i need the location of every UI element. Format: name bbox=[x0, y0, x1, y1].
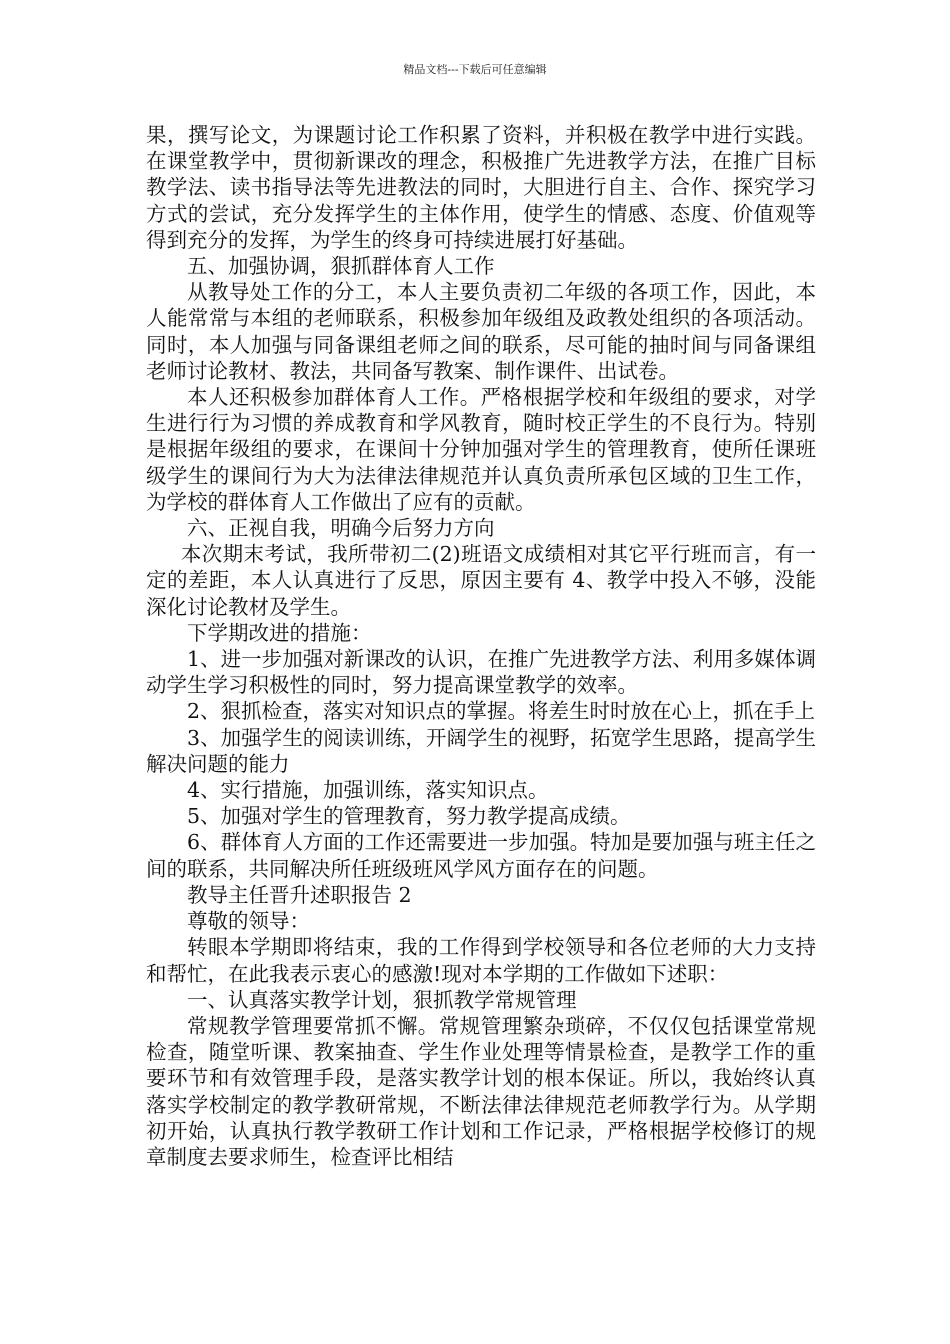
list-item: 5、加强对学生的管理教育，努力教学提高成绩。 bbox=[187, 804, 631, 829]
section-heading-1: 一、认真落实教学计划，狠抓教学常规管理 bbox=[187, 987, 577, 1012]
list-item: 6、群体育人方面的工作还需要进一步加强。特加是要加强与班主任之间的联系，共同解决所任班级班风学风方面存在的问题。 bbox=[146, 830, 816, 881]
list-item: 2、狠抓检查，落实对知识点的掌握。将差生时时放在心上，抓在手上 bbox=[187, 699, 816, 724]
paragraph: 常规教学管理要常抓不懈。常规管理繁杂琐碎，不仅仅包括课堂常规检查，随堂听课、教案抽查、学生作业处理等情景检查，是教学工作的重要环节和有效管理手段，是落实教学计划的根本保证。所以，我始终认真落实学校制定的教学教研常规，不断法律法律规范老师教学行为。从学期初开始，认真执行教学教研工作计划和工作记录，严格根据学校修订的规章制度去要求师生，检查评比相结 bbox=[146, 1013, 816, 1169]
paragraph-continuation: 果，撰写论文，为课题讨论工作积累了资料，并积极在教学中进行实践。 在课堂教学中，贯彻新课改的理念，积极推广先进教学方法，在推广目标教学法、读书指导法等先进教法的同时，大胆进行自主、合作、探究学习方式的尝试，充分发挥学生的主体作用，使学生的情感、态度、价值观等得到充分的发挥，为学生的终身可持续进展打好基础。 bbox=[146, 123, 816, 252]
paragraph: 转眼本学期即将结束，我的工作得到学校领导和各位老师的大力支持和帮忙，在此我表示衷心的感激!现对本学期的工作做如下述职： bbox=[146, 935, 816, 986]
paragraph: 从教导处工作的分工，本人主要负责初二年级的各项工作，因此，本人能常常与本组的老师联系，积极参加年级组及政教处组织的各项活动。同时，本人加强与同备课组老师之间的联系，尽可能的抽时间与同备课组老师讨论教材、教法，共同备写教案、制作课件、出试卷。 bbox=[146, 280, 816, 383]
paragraph: 本次期末考试，我所带初二(2)班语文成绩相对其它平行班而言，有一定的差距，本人认真进行了反思，原因主要有 4、教学中投入不够，没能深化讨论教材及学生。 bbox=[146, 542, 816, 619]
list-item: 4、实行措施，加强训练，落实知识点。 bbox=[187, 778, 549, 803]
document-body bbox=[146, 122, 816, 1170]
section-heading-5: 五、加强协调，狠抓群体育人工作 bbox=[187, 254, 495, 279]
page-header: 精品文档---下载后可任意编辑 bbox=[403, 63, 547, 76]
list-item: 1、进一步加强对新课改的认识，在推广先进教学方法、利用多媒体调动学生学习积极性的同时，努力提高课堂教学的效率。 bbox=[146, 647, 816, 698]
salutation: 尊敬的领导： bbox=[187, 909, 310, 934]
list-item: 3、加强学生的阅读训练，开阔学生的视野，拓宽学生思路，提高学生解决问题的能力 bbox=[146, 725, 816, 776]
paragraph: 本人还积极参加群体育人工作。严格根据学校和年级组的要求，对学生进行行为习惯的养成教育和学风教育，随时校正学生的不良行为。特别是根据年级组的要求，在课间十分钟加强对学生的管理教育，使所任课班级学生的课间行为大为法律法律规范并认真负责所承包区域的卫生工作，为学校的群体育人工作做出了应有的贡献。 bbox=[146, 385, 816, 514]
section-heading-6: 六、正视自我，明确今后努力方向 bbox=[187, 516, 495, 541]
report-title: 教导主任晋升述职报告 2 bbox=[187, 882, 412, 907]
paragraph: 下学期改进的措施： bbox=[187, 620, 372, 645]
